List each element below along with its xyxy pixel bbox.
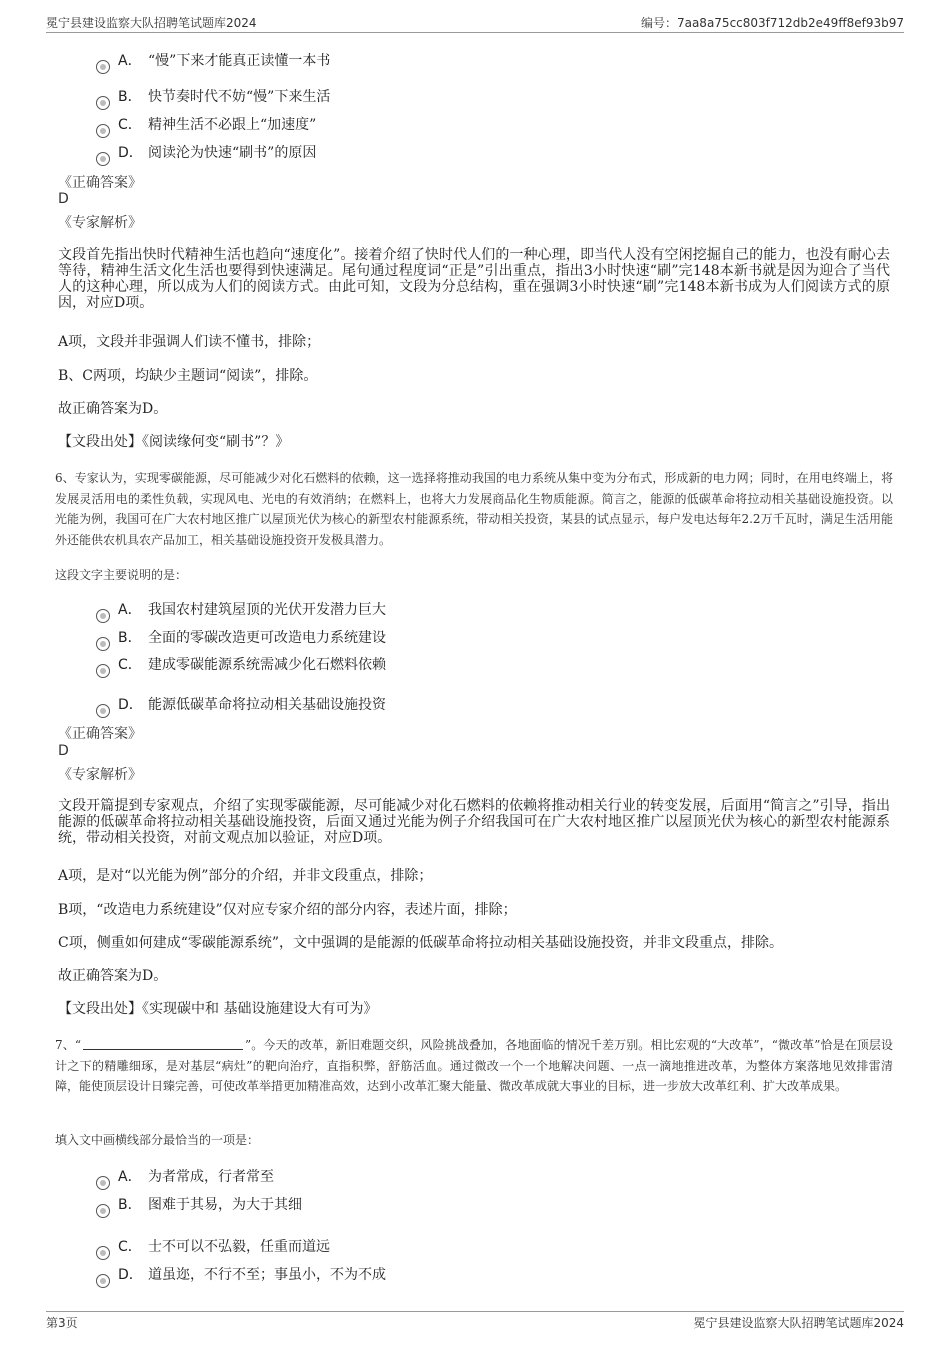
q5-analysis-conclusion: 故正确答案为D。 [58, 401, 168, 417]
radio-icon[interactable] [96, 609, 110, 623]
q6-stem: 这段文字主要说明的是： [55, 568, 188, 582]
q5-analysis-a: A项，文段并非强调人们读不懂书，排除； [58, 334, 321, 350]
q6-analysis-a: A项，是对“以光能为例”部分的介绍，并非文段重点，排除； [58, 868, 433, 884]
q6-option-c[interactable]: C． 建成零碳能源系统需减少化石燃料依赖 [96, 654, 386, 674]
q6-question-text: 6、专家认为，实现零碳能源，尽可能减少对化石燃料的依赖，这一选择将推动我国的电力系统从集中变为分布式，形成新的电力网；同时，在用电终端上，将发展灵活用电的柔性负载，实现风电、光电的有效消纳；在燃料上，也将大力发展商品化生物质能源。简言之，能源的低碳革命将拉动相关基础设施投资。以光能为例，我国可在广大农村地区推广以屋顶光伏为核心的新型农村能源系统，带动相关投资，某县的试点显示，每户发电达每年2.2万千瓦时，满足生活用能外还能供农机具农产品加工，相关基础设施投资开发极具潜力。 [55, 471, 893, 547]
q5-option-b[interactable]: B． 快节奏时代不妨“慢”下来生活 [96, 86, 330, 106]
q6-analysis-c: C项，侧重如何建成“零碳能源系统”，文中强调的是能源的低碳革命将拉动相关基础设施投资，并非文段重点，排除。 [58, 935, 784, 951]
radio-icon[interactable] [96, 1246, 110, 1260]
page-number: 第3页 [46, 1316, 78, 1330]
header-divider [46, 32, 904, 33]
radio-icon[interactable] [96, 1274, 110, 1288]
footer-title: 冕宁县建设监察大队招聘笔试题库2024 [693, 1316, 904, 1330]
radio-icon[interactable] [96, 1176, 110, 1190]
radio-icon[interactable] [96, 124, 110, 138]
footer-divider [46, 1311, 904, 1312]
q5-answer-label: 《正确答案》 [58, 175, 142, 191]
q6-option-b[interactable]: B． 全面的零碳改造更可改造电力系统建设 [96, 627, 386, 647]
q6-answer: D [58, 743, 69, 759]
q7-option-d[interactable]: D． 道虽迩，不行不至；事虽小，不为不成 [96, 1264, 386, 1284]
q6-option-d[interactable]: D． 能源低碳革命将拉动相关基础设施投资 [96, 694, 386, 714]
q5-answer: D [58, 191, 69, 207]
q5-option-c[interactable]: C． 精神生活不必跟上“加速度” [96, 114, 316, 134]
radio-icon[interactable] [96, 704, 110, 718]
q6-analysis-paragraph: 文段开篇提到专家观点，介绍了实现零碳能源，尽可能减少对化石燃料的依赖将推动相关行业的转变发展，后面用“简言之”引导，指出能源的低碳革命将拉动相关基础设施投资，后面又通过光能为例子介绍我国可在广大农村地区推广以屋顶光伏为核心的新型农村能源系统，带动相关投资，对前文观点加以验证，对应D项。 [58, 798, 890, 846]
q7-option-a[interactable]: A． 为者常成，行者常至 [96, 1166, 274, 1186]
q6-analysis-conclusion: 故正确答案为D。 [58, 968, 168, 984]
radio-icon[interactable] [96, 96, 110, 110]
q5-analysis-bc: B、C两项，均缺少主题词“阅读”，排除。 [58, 368, 318, 384]
q7-question-text: 7、“ ”。今天的改革，新旧难题交织，风险挑战叠加，各地面临的情况千差万别。相比宏观的“大改革”，“微改革”恰是在顶层设计之下的精雕细琢，是对基层“病灶”的靶向治疗，直指积弊，舒筋活血。通过微改一个一个地解决问题、一点一滴地推进改革，为整体方案落地见效排雷清障，能使顶层设计日臻完善，可使改革举措更加精准高效，达到小改革汇聚大能量、微改革成就大事业的目标，进一步放大改革红利、扩大改革成果。 [55, 1038, 893, 1094]
header-title: 冕宁县建设监察大队招聘笔试题库2024 [46, 16, 257, 30]
radio-icon[interactable] [96, 1204, 110, 1218]
q5-analysis-paragraph: 文段首先指出快时代精神生活也趋向“速度化”。接着介绍了快时代人们的一种心理，即当代人没有空闲挖掘自己的能力，也没有耐心去等待，精神生活文化生活也要得到快速满足。尾句通过程度词“正是”引出重点，指出3小时快速“刷”完148本新书就是因为迎合了当代人的这种心理，所以成为人们的阅读方式。由此可知，文段为分总结构，重在强调3小时快速“刷”完148本新书成为人们阅读方式的原因，对应D项。 [58, 247, 890, 311]
q6-analysis-label: 《专家解析》 [58, 767, 142, 783]
q6-answer-label: 《正确答案》 [58, 726, 142, 742]
radio-icon[interactable] [96, 152, 110, 166]
q6-source: 【文段出处】《实现碳中和 基础设施建设大有可为》 [58, 1001, 378, 1017]
radio-icon[interactable] [96, 637, 110, 651]
q6-analysis-b: B项，“改造电力系统建设”仅对应专家介绍的部分内容，表述片面，排除； [58, 902, 517, 918]
radio-icon[interactable] [96, 664, 110, 678]
q7-option-b[interactable]: B． 图难于其易，为大于其细 [96, 1194, 302, 1214]
q7-stem: 填入文中画横线部分最恰当的一项是： [55, 1133, 260, 1147]
radio-icon[interactable] [96, 60, 110, 74]
q6-option-a[interactable]: A． 我国农村建筑屋顶的光伏开发潜力巨大 [96, 599, 386, 619]
q5-option-a[interactable]: A． “慢”下来才能真正读懂一本书 [96, 50, 330, 70]
q5-source: 【文段出处】《阅读缘何变“刷书”？》 [58, 434, 290, 450]
q7-option-c[interactable]: C． 士不可以不弘毅，任重而道远 [96, 1236, 330, 1256]
q5-option-d[interactable]: D． 阅读沦为快速“刷书”的原因 [96, 142, 316, 162]
header-serial: 编号：7aa8a75cc803f712db2e49ff8ef93b97 [640, 16, 904, 30]
q5-analysis-label: 《专家解析》 [58, 215, 142, 231]
fill-in-blank[interactable] [83, 1037, 243, 1050]
